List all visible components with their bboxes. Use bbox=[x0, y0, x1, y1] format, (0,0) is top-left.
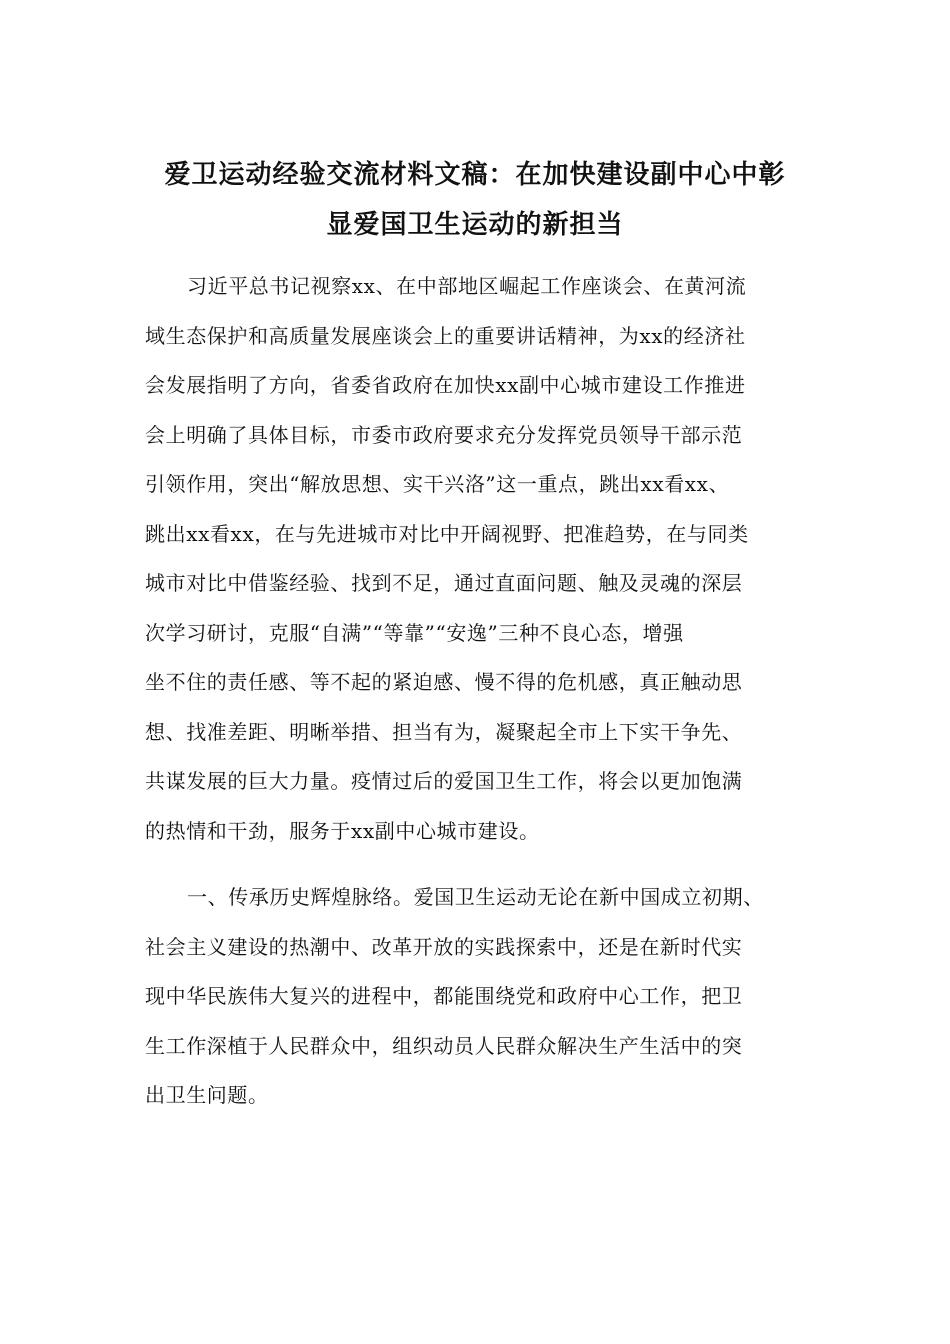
paragraph-line: 会上明确了具体目标，市委市政府要求充分发挥党员领导干部示范 bbox=[145, 422, 743, 447]
paragraph-line: 的热情和干劲，服务于xx副中心城市建设。 bbox=[145, 818, 540, 843]
paragraph-section-1 bbox=[145, 873, 825, 1121]
paragraph-line: 坐不住的责任感、等不起的紧迫感、慢不得的危机感，真正触动思 bbox=[145, 670, 743, 694]
paragraph-intro bbox=[145, 262, 825, 856]
paragraph-line: 共谋发展的巨大力量。疫情过后的爱国卫生工作，将会以更加饱满 bbox=[145, 769, 743, 793]
paragraph-line: 引领作用，突出“解放思想、实干兴洛”这一重点，跳出xx看xx、 bbox=[145, 472, 730, 496]
paragraph-line: 城市对比中借鉴经验、找到不足，通过直面问题、触及灵魂的深层 bbox=[145, 571, 743, 595]
paragraph-line: 一、传承历史辉煌脉络。爱国卫生运动无论在新中国成立初期、 bbox=[187, 885, 764, 909]
document-title-line-1: 爱卫运动经验交流材料文稿：在加快建设副中心中彰 bbox=[164, 160, 786, 190]
paragraph-line: 生工作深植于人民群众中，组织动员人民群众解决生产生活中的突 bbox=[145, 1033, 743, 1058]
paragraph-line: 跳出xx看xx，在与先进城市对比中开阔视野、把准趋势，在与同类 bbox=[145, 521, 749, 546]
paragraph-line: 想、找准差距、明晰举措、担当有为，凝聚起全市上下实干争先、 bbox=[145, 719, 743, 744]
paragraph-line: 会发展指明了方向，省委省政府在加快xx副中心城市建设工作推进 bbox=[145, 373, 746, 397]
paragraph-line: 现中华民族伟大复兴的进程中，都能围绕党和政府中心工作，把卫 bbox=[145, 984, 743, 1008]
paragraph-line: 域生态保护和高质量发展座谈会上的重要讲话精神，为xx的经济社 bbox=[145, 323, 746, 348]
paragraph-line: 出卫生问题。 bbox=[145, 1083, 269, 1107]
paragraph-line: 次学习研讨，克服“自满”“等靠”“安逸”三种不良心态，增强 bbox=[145, 620, 684, 645]
document-title-line-2: 显爱国卫生运动的新担当 bbox=[326, 210, 624, 240]
paragraph-line: 社会主义建设的热潮中、改革开放的实践探索中，还是在新时代实 bbox=[145, 934, 743, 959]
paragraph-line: 习近平总书记视察xx、在中部地区崛起工作座谈会、在黄河流 bbox=[187, 274, 747, 298]
